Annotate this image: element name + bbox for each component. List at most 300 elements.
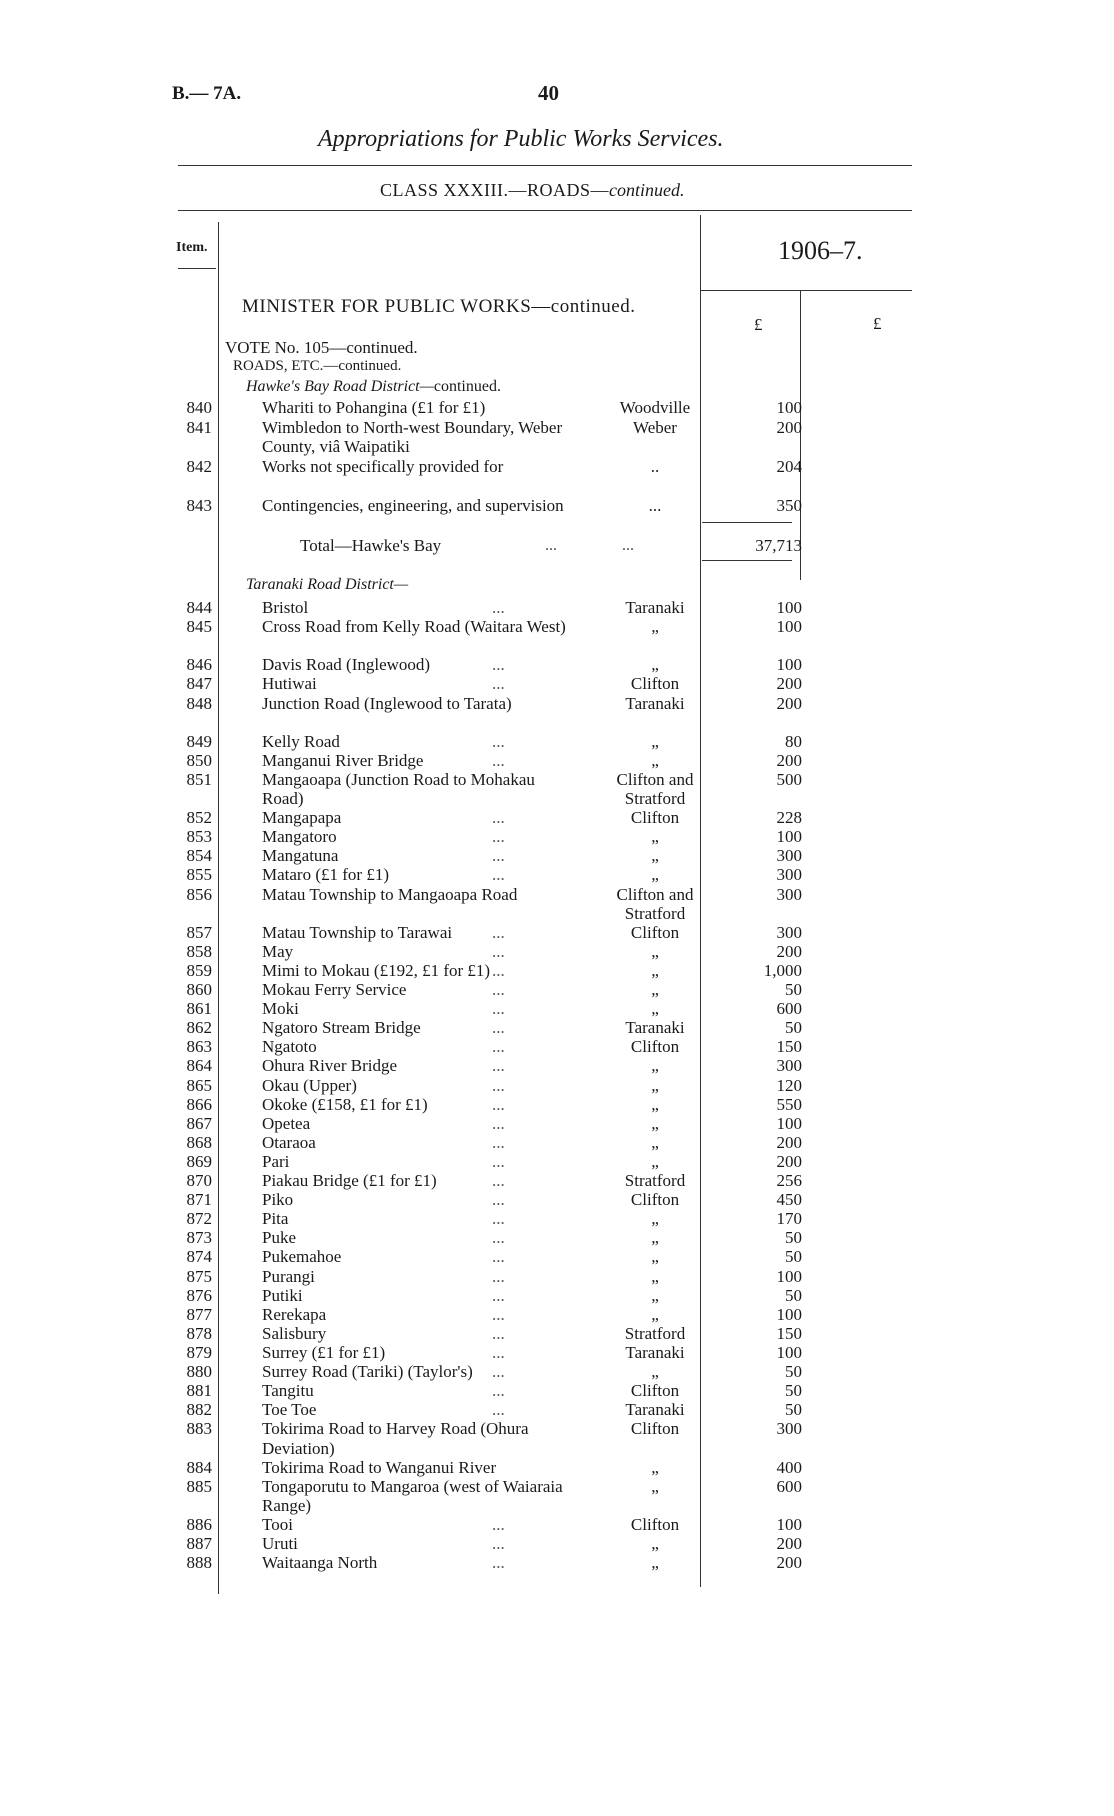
item-amount: 400 [776, 1457, 802, 1477]
item-description-text: Putiki [262, 1285, 303, 1305]
item-description [262, 1152, 574, 1172]
item-place: Clifton [630, 1190, 680, 1210]
item-place: „ [651, 1209, 659, 1229]
leader-dots: ... [492, 1209, 505, 1229]
item-description [262, 674, 574, 694]
item-description [262, 1534, 574, 1554]
item-place: Taranaki [625, 1400, 685, 1420]
item-place: „ [651, 1094, 659, 1114]
item-description [262, 418, 574, 457]
item-description [262, 1362, 574, 1382]
item-number: 872 [186, 1209, 212, 1229]
item-place: Taranaki [625, 1342, 685, 1362]
item-amount: 50 [785, 1018, 802, 1038]
item-amount: 150 [776, 1037, 802, 1057]
item-place: „ [651, 1056, 659, 1076]
item-number: 852 [186, 808, 212, 828]
item-description [262, 655, 574, 675]
item-number: 853 [186, 827, 212, 847]
total-leader-dots: ... [545, 537, 557, 554]
item-description [262, 1247, 574, 1267]
item-number: 861 [186, 999, 212, 1019]
item-place: „ [651, 1553, 659, 1572]
item-number: 865 [186, 1075, 212, 1095]
item-amount: 200 [776, 674, 802, 694]
item-place: Clifton and Stratford [616, 769, 694, 809]
item-description [262, 751, 574, 771]
item-place: „ [651, 941, 659, 961]
item-description-text: Mangatuna [262, 846, 339, 866]
item-number: 855 [186, 865, 212, 885]
total-top-rule [702, 522, 792, 523]
leader-dots: ... [492, 1304, 505, 1324]
item-amount: 50 [785, 1400, 802, 1420]
item-amount: 50 [785, 1381, 802, 1401]
item-number: 856 [186, 884, 212, 904]
item-number: 850 [186, 750, 212, 770]
item-number: 878 [186, 1323, 212, 1343]
item-description-text: Mokau Ferry Service [262, 980, 407, 999]
item-description-text: Mangapapa [262, 808, 342, 828]
leader-dots: ... [492, 941, 505, 961]
item-description-text: Junction Road (Inglewood to Tarata) [262, 693, 512, 713]
leader-dots: ... [492, 598, 505, 617]
item-place: „ [651, 1151, 659, 1171]
leader-dots: ... [492, 1285, 505, 1305]
item-place: Clifton [630, 1514, 680, 1534]
item-number: 851 [186, 769, 212, 789]
leader-dots: ... [492, 1190, 505, 1210]
item-description-text: Uruti [262, 1533, 298, 1553]
pound-column-a: £ [754, 315, 763, 334]
item-number: 842 [186, 456, 212, 476]
leader-dots: ... [492, 980, 505, 999]
item-description-text: Davis Road (Inglewood) [262, 655, 431, 675]
item-amount: 170 [776, 1209, 802, 1229]
item-description [262, 1305, 574, 1325]
item-place: Weber [633, 417, 677, 437]
item-place: „ [651, 1285, 659, 1305]
item-description [262, 999, 574, 1019]
item-description [262, 1324, 574, 1344]
item-number: 868 [186, 1132, 212, 1152]
item-description-text: Piko [262, 1190, 294, 1210]
item-place: „ [651, 1304, 659, 1324]
item-description-text: Kelly Road [262, 731, 340, 751]
item-place: Clifton [630, 1381, 680, 1401]
item-place: „ [651, 1247, 659, 1267]
item-number: 843 [186, 496, 212, 515]
item-place: Taranaki [625, 598, 685, 617]
item-description-text: Ohura River Bridge [262, 1056, 398, 1076]
item-amount: 100 [776, 617, 802, 637]
item-description-text: Contingencies, engineering, and supervision [262, 496, 564, 515]
item-number: 873 [186, 1228, 212, 1248]
item-description-text: Waitaanga North [262, 1553, 378, 1572]
item-amount: 100 [776, 598, 802, 617]
leader-dots: ... [492, 655, 505, 675]
page-number: 40 [538, 81, 559, 105]
leader-dots: ... [492, 1247, 505, 1267]
total-bottom-rule [702, 560, 792, 561]
item-number: 870 [186, 1171, 212, 1190]
item-description-text: Rerekapa [262, 1304, 327, 1324]
item-description-text: Okau (Upper) [262, 1075, 357, 1095]
item-number: 857 [186, 922, 212, 942]
item-amount: 300 [776, 1056, 802, 1076]
item-description [262, 457, 574, 477]
item-amount: 100 [776, 1304, 802, 1324]
leader-dots: ... [492, 674, 505, 694]
document-reference: B.— 7A. [172, 83, 242, 104]
item-description [262, 808, 574, 828]
item-amount: 50 [785, 1247, 802, 1267]
item-description-text: Tokirima Road to Harvey Road (Ohura Deviation) [262, 1419, 529, 1458]
item-number: 887 [186, 1533, 212, 1553]
item-description-text: Wimbledon to North-west Boundary, Weber County, viâ Waipatiki [262, 417, 563, 457]
item-amount: 100 [776, 655, 802, 675]
item-number: 871 [186, 1190, 212, 1210]
item-amount: 600 [776, 999, 802, 1019]
leader-dots: ... [492, 960, 505, 980]
item-place: .. [650, 456, 660, 476]
item-place: „ [651, 1476, 659, 1496]
item-description-text: Manganui River Bridge [262, 750, 424, 770]
pound-column-b: £ [873, 314, 882, 333]
leader-dots: ... [492, 1094, 505, 1114]
item-number: 885 [186, 1476, 212, 1496]
item-place: „ [651, 846, 659, 866]
item-place: „ [651, 750, 659, 770]
leader-dots: ... [492, 731, 505, 751]
item-number: 877 [186, 1304, 212, 1324]
page-title: Appropriations for Public Works Services. [318, 126, 724, 152]
item-amount: 300 [776, 1419, 802, 1439]
leader-dots: ... [492, 1171, 505, 1190]
item-amount: 120 [776, 1075, 802, 1095]
item-description [262, 617, 574, 637]
item-place: „ [651, 999, 659, 1019]
leader-dots: ... [492, 846, 505, 866]
item-amount: 300 [776, 865, 802, 885]
leader-dots: ... [492, 1400, 505, 1420]
item-amount: 200 [776, 1533, 802, 1553]
item-amount: 50 [785, 1362, 802, 1381]
item-description [262, 885, 574, 905]
item-amount: 600 [776, 1476, 802, 1496]
item-amount: 550 [776, 1094, 802, 1114]
leader-dots: ... [492, 1037, 505, 1057]
item-description [262, 694, 574, 714]
item-description-text: Purangi [262, 1266, 315, 1286]
item-description-text: Pukemahoe [262, 1247, 342, 1267]
item-description-text: Bristol [262, 598, 309, 617]
year-column-header: 1906–7. [778, 236, 863, 265]
item-number: 854 [186, 846, 212, 866]
item-number: 883 [186, 1419, 212, 1439]
item-description-text: Mangatoro [262, 827, 337, 847]
item-amount: 50 [785, 980, 802, 999]
item-amount: 100 [776, 1113, 802, 1133]
item-amount: 200 [776, 1151, 802, 1171]
year-rule [700, 290, 912, 291]
hawkes-bay-total-label: Total—Hawke's Bay [300, 536, 442, 555]
item-amount: 100 [776, 1266, 802, 1286]
item-description [262, 1114, 574, 1134]
item-column-divider [218, 222, 219, 1594]
item-description [262, 1133, 574, 1153]
item-place: „ [651, 1533, 659, 1553]
leader-dots: ... [492, 1075, 505, 1095]
item-description [262, 1267, 574, 1287]
leader-dots: ... [492, 1151, 505, 1171]
item-description [262, 961, 574, 981]
taranaki-heading: Taranaki Road District— [246, 576, 409, 593]
item-amount: 200 [776, 941, 802, 961]
leader-dots: ... [492, 1113, 505, 1133]
item-place: „ [651, 617, 659, 637]
item-number: 862 [186, 1018, 212, 1038]
item-number: 884 [186, 1457, 212, 1477]
item-description [262, 1419, 574, 1458]
leader-dots: ... [492, 1228, 505, 1248]
item-place: „ [651, 1075, 659, 1095]
item-description [262, 398, 574, 418]
item-place: „ [651, 731, 659, 751]
item-amount: 200 [776, 693, 802, 713]
item-description-text: Salisbury [262, 1323, 327, 1343]
item-description-text: Tooi [262, 1514, 293, 1534]
item-number: 876 [186, 1285, 212, 1305]
item-amount: 150 [776, 1323, 802, 1343]
item-amount: 100 [776, 398, 802, 417]
vote-heading: VOTE No. 105—continued. [225, 338, 418, 357]
item-description [262, 923, 574, 943]
item-description [262, 1209, 574, 1229]
item-column-header: Item. [176, 240, 208, 255]
total-leader-dots: ... [622, 537, 634, 554]
item-amount: 350 [776, 496, 802, 515]
item-description [262, 1381, 574, 1401]
item-place: „ [651, 865, 659, 885]
item-place: Clifton and Stratford [616, 884, 694, 924]
item-amount: 200 [776, 750, 802, 770]
item-number: 875 [186, 1266, 212, 1286]
item-description [262, 732, 574, 752]
hawkes-bay-heading: Hawke's Bay Road District—continued. [246, 378, 501, 395]
leader-dots: ... [492, 922, 505, 942]
item-number: 841 [186, 417, 212, 437]
ministry-heading: MINISTER FOR PUBLIC WORKS—continued. [242, 296, 636, 317]
item-place: „ [651, 1113, 659, 1133]
item-number: 844 [186, 598, 212, 617]
item-amount: 300 [776, 922, 802, 942]
item-description-text: Mataro (£1 for £1) [262, 865, 389, 885]
item-description [262, 1171, 574, 1191]
item-place: Stratford [624, 1171, 686, 1190]
item-description-text: Puke [262, 1228, 296, 1248]
item-number: 863 [186, 1037, 212, 1057]
leader-dots: ... [492, 1323, 505, 1343]
item-amount: 200 [776, 1132, 802, 1152]
item-description [262, 1515, 574, 1535]
item-amount: 1,000 [763, 960, 802, 980]
item-place: „ [651, 1362, 659, 1381]
item-place: „ [651, 1228, 659, 1248]
item-description-text: Surrey (£1 for £1) [262, 1342, 386, 1362]
item-place: „ [651, 1132, 659, 1152]
item-description-text: Okoke (£158, £1 for £1) [262, 1094, 428, 1114]
item-description-text: Pari [262, 1151, 290, 1171]
item-place: „ [651, 980, 659, 999]
item-amount: 80 [785, 731, 802, 751]
item-place: „ [651, 960, 659, 980]
item-place: Taranaki [625, 1018, 685, 1038]
item-place: Clifton [630, 1419, 680, 1439]
leader-dots: ... [492, 1018, 505, 1038]
item-description [262, 1076, 574, 1096]
item-place: „ [651, 1266, 659, 1286]
item-description-text: Ngatoto [262, 1037, 317, 1057]
item-number: 848 [186, 693, 212, 713]
item-place: ... [648, 496, 662, 515]
item-amount: 100 [776, 1342, 802, 1362]
item-description [262, 770, 574, 809]
item-number: 860 [186, 980, 212, 999]
item-number: 840 [186, 398, 212, 417]
leader-dots: ... [492, 1553, 505, 1572]
item-description [262, 827, 574, 847]
item-number: 858 [186, 941, 212, 961]
class-heading: CLASS XXXIII.—ROADS—continued. [380, 180, 685, 200]
item-place: Clifton [630, 1037, 680, 1057]
item-amount: 300 [776, 884, 802, 904]
item-amount: 50 [785, 1228, 802, 1248]
item-number: 886 [186, 1514, 212, 1534]
item-description-text: Hutiwai [262, 674, 317, 694]
item-description-text: Whariti to Pohangina (£1 for £1) [262, 398, 486, 417]
item-description [262, 1477, 574, 1516]
item-amount: 100 [776, 1514, 802, 1534]
item-description [262, 1056, 574, 1076]
item-number: 881 [186, 1381, 212, 1401]
leader-dots: ... [492, 750, 505, 770]
item-description-text: Toe Toe [262, 1400, 317, 1420]
item-number: 867 [186, 1113, 212, 1133]
title-rule [178, 165, 912, 166]
item-description [262, 1037, 574, 1057]
leader-dots: ... [492, 1362, 505, 1381]
item-number: 880 [186, 1362, 212, 1381]
item-description-text: Opetea [262, 1113, 311, 1133]
item-amount: 200 [776, 1553, 802, 1572]
item-description [262, 1095, 574, 1115]
item-description [262, 942, 574, 962]
item-description-text: Tongaporutu to Mangaroa (west of Waiaraia Range) [262, 1476, 563, 1516]
item-amount: 100 [776, 827, 802, 847]
item-number: 847 [186, 674, 212, 694]
leader-dots: ... [492, 1533, 505, 1553]
leader-dots: ... [492, 1132, 505, 1152]
item-amount: 228 [776, 808, 802, 828]
item-place: Taranaki [625, 693, 685, 713]
item-description [262, 1228, 574, 1248]
item-number: 849 [186, 731, 212, 751]
item-number: 864 [186, 1056, 212, 1076]
item-amount: 200 [776, 417, 802, 437]
item-amount: 300 [776, 846, 802, 866]
leader-dots: ... [492, 1381, 505, 1401]
item-amount: 256 [776, 1171, 802, 1190]
item-description-text: Surrey Road (Tariki) (Taylor's) [262, 1362, 473, 1381]
item-place: „ [651, 827, 659, 847]
leader-dots: ... [492, 1056, 505, 1076]
item-description-text: May [262, 941, 294, 961]
leader-dots: ... [492, 808, 505, 828]
item-description [262, 598, 574, 618]
item-place: Clifton [630, 922, 680, 942]
leader-dots: ... [492, 1266, 505, 1286]
item-number: 859 [186, 960, 212, 980]
item-description-text: Tokirima Road to Wanganui River [262, 1457, 497, 1477]
item-description-text: Ngatoro Stream Bridge [262, 1018, 421, 1038]
item-description [262, 865, 574, 885]
header-rule [178, 210, 912, 211]
item-description-text: Pita [262, 1209, 289, 1229]
item-number: 869 [186, 1151, 212, 1171]
item-number: 882 [186, 1400, 212, 1420]
item-description-text: Cross Road from Kelly Road (Waitara West) [262, 617, 566, 637]
hawkes-bay-total-amount: 37,713 [755, 536, 802, 555]
roads-heading: ROADS, ETC.—continued. [233, 358, 402, 374]
item-number: 845 [186, 617, 212, 637]
item-description [262, 1343, 574, 1363]
item-amount: 204 [776, 456, 802, 476]
item-description [262, 1553, 574, 1573]
item-description [262, 1458, 574, 1478]
item-description [262, 1400, 574, 1420]
item-description [262, 496, 574, 516]
item-description-text: Otaraoa [262, 1132, 316, 1152]
item-place: „ [651, 1457, 659, 1477]
item-header-rule [178, 268, 216, 269]
item-place: Clifton [630, 808, 680, 828]
item-place: Clifton [630, 674, 680, 694]
item-number: 866 [186, 1094, 212, 1114]
item-amount: 50 [785, 1285, 802, 1305]
item-description-text: Piakau Bridge (£1 for £1) [262, 1171, 437, 1190]
item-description-text: Matau Township to Mangaoapa Road [262, 884, 518, 904]
item-number: 879 [186, 1342, 212, 1362]
item-amount: 450 [776, 1190, 802, 1210]
leader-dots: ... [492, 1514, 505, 1534]
item-description [262, 846, 574, 866]
item-place: Stratford [624, 1323, 686, 1343]
item-description-text: Works not specifically provided for [262, 456, 504, 476]
leader-dots: ... [492, 827, 505, 847]
item-number: 874 [186, 1247, 212, 1267]
item-description-text: Moki [262, 999, 299, 1019]
leader-dots: ... [492, 865, 505, 885]
item-description-text: Mimi to Mokau (£192, £1 for £1) [262, 960, 491, 980]
item-amount: 500 [776, 769, 802, 789]
item-description [262, 980, 574, 1000]
item-description-text: Mangaoapa (Junction Road to Mohakau Road) [262, 769, 535, 809]
item-number: 846 [186, 655, 212, 675]
item-place: Woodville [619, 398, 691, 417]
item-description [262, 1286, 574, 1306]
leader-dots: ... [492, 999, 505, 1019]
